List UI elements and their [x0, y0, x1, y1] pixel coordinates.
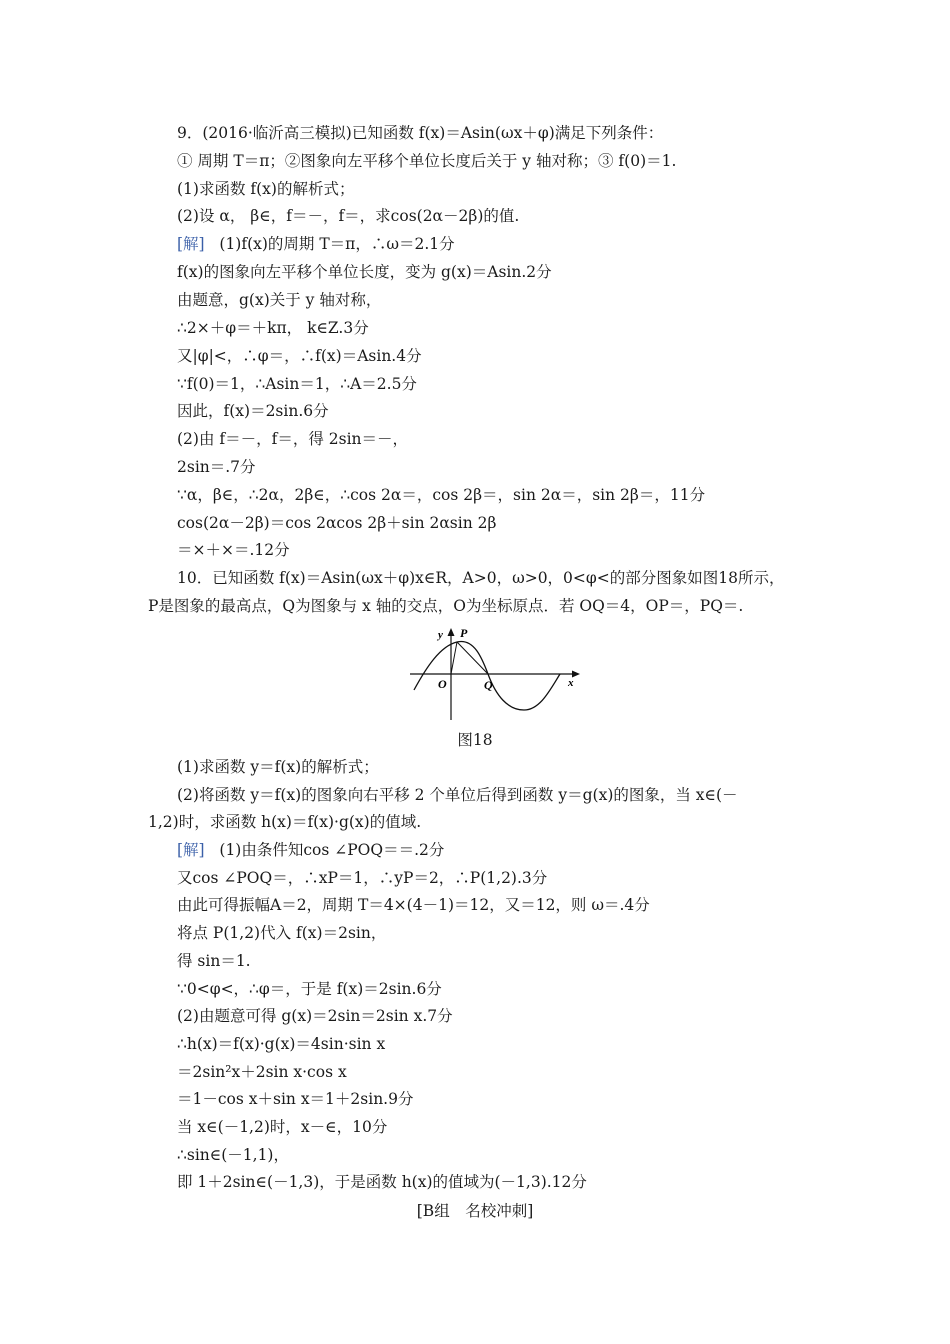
y-axis-arrow-icon	[448, 628, 455, 636]
problem9-statement-line-2: ① 周期 T＝π；②图象向左平移个单位长度后关于 y 轴对称；③ f(0)＝1.	[177, 152, 677, 170]
problem10-solution-line-6: ∵0<φ<，∴φ＝，于是 f(x)＝2sin.6分	[177, 980, 442, 998]
problem9-part1: (1)求函数 f(x)的解析式；	[177, 180, 355, 198]
problem9-solution-line-4: ∴2×＋φ＝＋kπ， k∈Z.3分	[177, 319, 369, 337]
problem10-part1: (1)求函数 y＝f(x)的解析式；	[177, 758, 379, 776]
point-P-label: P	[460, 626, 468, 640]
problem9-solution-line-11: cos(2α－2β)＝cos 2αcos 2β＋sin 2αsin 2β	[177, 514, 497, 532]
problem9-solution-line-12: ＝×＋×＝.12分	[177, 541, 290, 559]
problem10-solution-line-1	[177, 840, 444, 860]
problem10-part2-line-2: 1,2)时，求函数 h(x)＝f(x)·g(x)的值域.	[148, 813, 422, 831]
problem10-solution-line-12: ∴sin∈(－1,1)，	[177, 1146, 289, 1164]
problem10-solution-line-8: ∴h(x)＝f(x)·g(x)＝4sin·sin x	[177, 1035, 386, 1053]
problem9-solution-line-10: ∵α，β∈，∴2α，2β∈，∴cos 2α＝，cos 2β＝，sin 2α＝，sin 2β＝，11分	[177, 486, 706, 504]
problem10-solution-line-13: 即 1＋2sin∈(－1,3)，于是函数 h(x)的值域为(－1,3).12分	[177, 1173, 587, 1191]
problem9-solution-line-3: 由题意，g(x)关于 y 轴对称，	[177, 291, 382, 309]
problem9-solution-line-2: f(x)的图象向左平移个单位长度，变为 g(x)＝Asin.2分	[177, 263, 552, 281]
problem9-solution-line-8: (2)由 f＝－，f＝，得 2sin＝－，	[177, 430, 409, 448]
problem9-statement-line-1: 9．(2016·临沂高三模拟)已知函数 f(x)＝Asin(ωx＋φ)满足下列条件：	[177, 124, 664, 142]
problem10-solution-line-4: 将点 P(1,2)代入 f(x)＝2sin，	[177, 924, 387, 942]
solution-text: (1)由条件知cos ∠POQ＝＝.2分	[204, 841, 445, 859]
solution-tag: [解]	[177, 235, 205, 253]
problem10-solution-line-7: (2)由题意可得 g(x)＝2sin＝2sin x.7分	[177, 1007, 453, 1025]
problem10-solution-line-11: 当 x∈(－1,2)时，x－∈，10分	[177, 1118, 388, 1136]
problem9-solution-line-5: 又|φ|<，∴φ＝，∴f(x)＝Asin.4分	[177, 347, 422, 365]
problem9-solution-line-6: ∵f(0)＝1，∴Asin＝1，∴A＝2.5分	[177, 375, 417, 393]
point-Q-label: Q	[484, 678, 493, 692]
problem10-solution-line-10: ＝1－cos x＋sin x＝1＋2sin.9分	[177, 1090, 414, 1108]
problem10-solution-line-2: 又cos ∠POQ＝，∴xP＝1，∴yP＝2，∴P(1,2).3分	[177, 869, 548, 887]
problem10-statement-line-1: 10．已知函数 f(x)＝Asin(ωx＋φ)x∈R，A>0，ω>0，0<φ<的部分图象如图18所示，	[177, 569, 785, 587]
problem10-solution-line-3: 由此可得振幅A＝2，周期 T＝4×(4－1)＝12，又＝12，则 ω＝.4分	[177, 896, 650, 914]
problem9-solution-line-7: 因此，f(x)＝2sin.6分	[177, 402, 329, 420]
problem10-statement-line-2: P是图象的最高点，Q为图象与 x 轴的交点，O为坐标原点．若 OQ＝4，OP＝，PQ＝.	[148, 597, 744, 615]
sine-curve	[414, 641, 560, 710]
problem9-part2: (2)设 α， β∈，f＝－，f＝，求cos(2α－2β)的值.	[177, 207, 520, 225]
problem9-solution-line-9: 2sin＝.7分	[177, 458, 256, 476]
problem10-part2-line-1: (2)将函数 y＝f(x)的图象向右平移 2 个单位后得到函数 y＝g(x)的图象，当 x∈(－	[177, 786, 738, 804]
section-heading: [B组 名校冲刺]	[416, 1202, 534, 1220]
problem9-solution-line-1	[177, 234, 455, 254]
sine-graph-figure	[400, 624, 590, 724]
solution-tag: [解]	[177, 841, 205, 859]
origin-O-label: O	[438, 677, 447, 691]
x-axis-label: x	[568, 677, 574, 689]
y-axis-label: y	[438, 629, 443, 641]
problem10-solution-line-9: ＝2sin²x＋2sin x·cos x	[177, 1063, 347, 1081]
figure-caption: 图18	[457, 731, 493, 749]
segment-OP	[451, 642, 457, 674]
problem10-solution-line-5: 得 sin＝1.	[177, 952, 251, 970]
solution-text: (1)f(x)的周期 T＝π，∴ω＝2.1分	[204, 235, 455, 253]
